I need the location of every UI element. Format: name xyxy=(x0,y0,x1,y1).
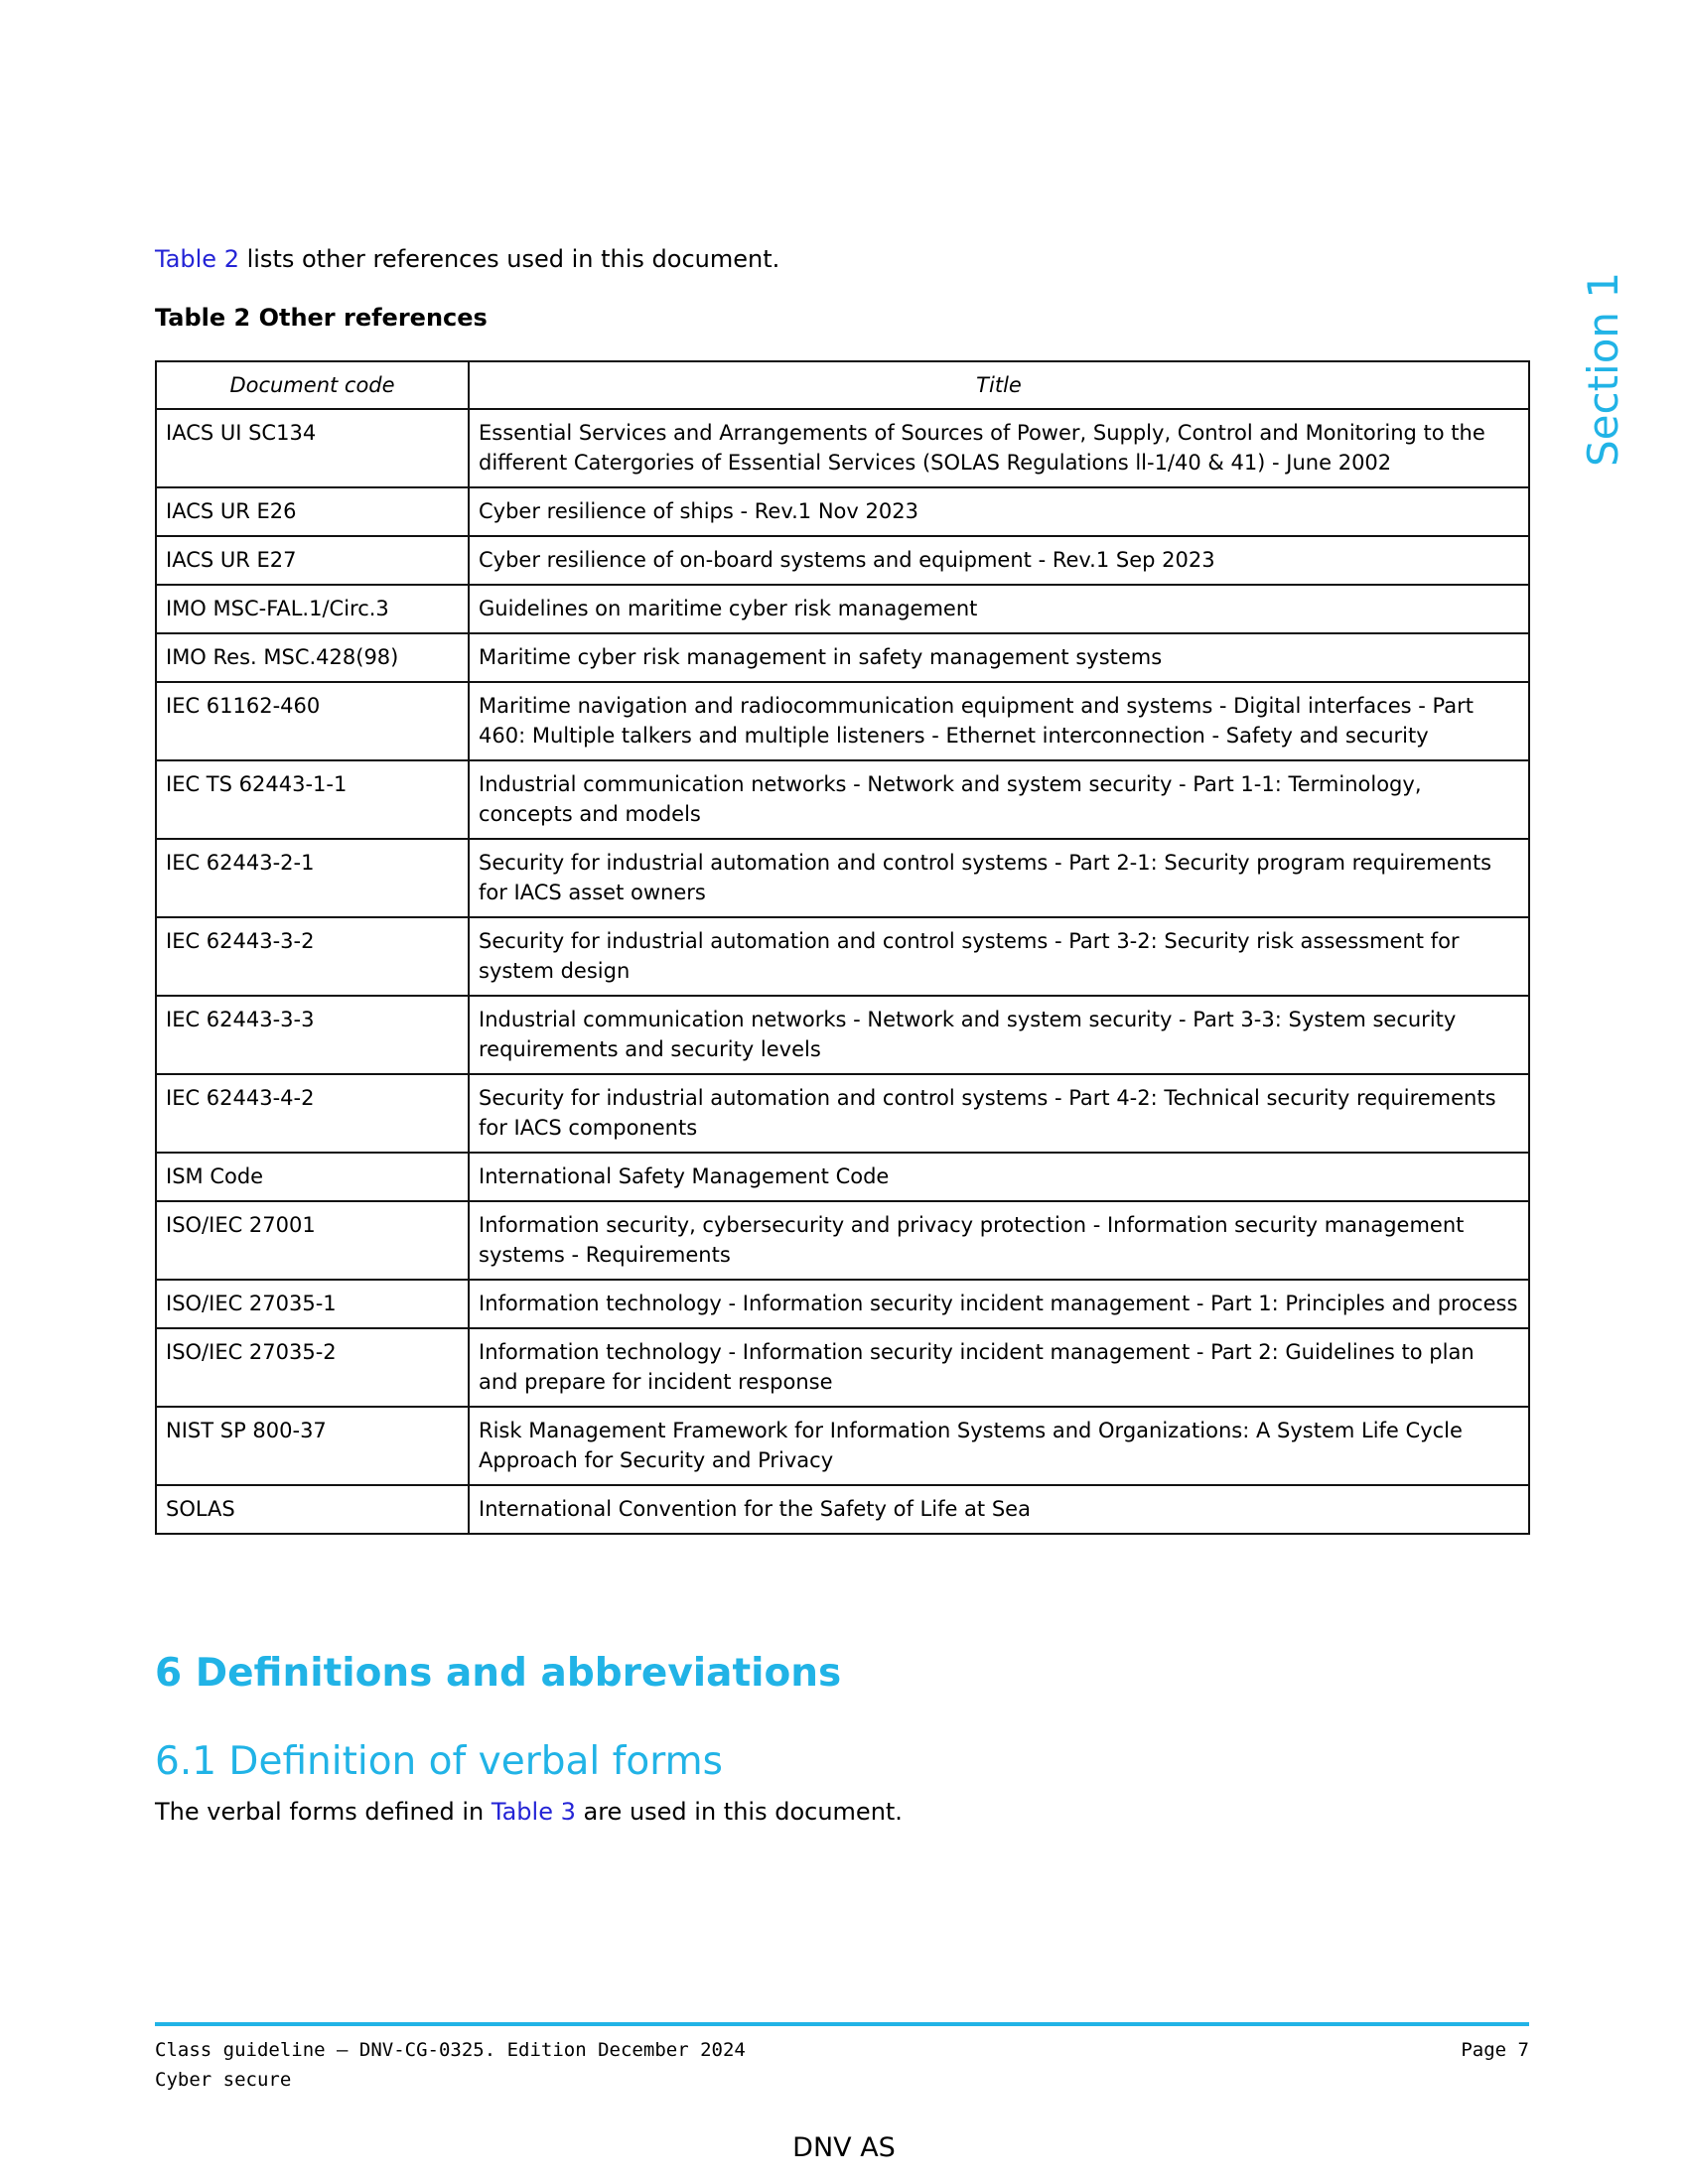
table-row xyxy=(156,1074,1529,1153)
cell-code: IMO MSC-FAL.1/Circ.3 xyxy=(156,585,469,633)
table-row xyxy=(156,1485,1529,1534)
cell-code: IACS UR E27 xyxy=(156,536,469,585)
cell-title: Risk Management Framework for Information Systems and Organizations: A System Life Cycle Approach for Security and Privacy xyxy=(469,1407,1529,1485)
cell-code: ISM Code xyxy=(156,1153,469,1201)
footer-left xyxy=(155,2035,746,2095)
intro-paragraph xyxy=(155,242,779,276)
footer-page-number: Page 7 xyxy=(1461,2039,1529,2061)
cell-code: IEC 61162-460 xyxy=(156,682,469,760)
table-row xyxy=(156,1328,1529,1407)
cell-title: Maritime navigation and radiocommunication equipment and systems - Digital interfaces - Part 460: Multiple talkers and multiple listeners - Ethernet interconnection - Safety and security xyxy=(469,682,1529,760)
cell-code: IACS UR E26 xyxy=(156,487,469,536)
cell-code: ISO/IEC 27035-1 xyxy=(156,1280,469,1328)
cell-code: ISO/IEC 27001 xyxy=(156,1201,469,1280)
cell-title: Security for industrial automation and control systems - Part 2-1: Security program requirements for IACS asset owners xyxy=(469,839,1529,917)
footer-rule xyxy=(155,2022,1529,2026)
company-name: DNV AS xyxy=(792,2132,896,2163)
cell-code: IEC 62443-4-2 xyxy=(156,1074,469,1153)
verbal-forms-paragraph xyxy=(155,1795,903,1829)
table-2-link[interactable]: Table 2 xyxy=(155,245,239,273)
cell-title: Security for industrial automation and control systems - Part 3-2: Security risk assessment for system design xyxy=(469,917,1529,996)
table-row xyxy=(156,409,1529,487)
table-caption: Table 2 Other references xyxy=(155,304,488,332)
table-row xyxy=(156,1280,1529,1328)
cell-title: Industrial communication networks - Network and system security - Part 3-3: System security requirements and security levels xyxy=(469,996,1529,1074)
cell-title: Information technology - Information security incident management - Part 2: Guidelines to plan and prepare for incident response xyxy=(469,1328,1529,1407)
table-3-link[interactable]: Table 3 xyxy=(491,1798,576,1826)
table-row xyxy=(156,996,1529,1074)
verbal-forms-text-before: The verbal forms defined in xyxy=(155,1798,492,1826)
table-row xyxy=(156,1201,1529,1280)
table-row xyxy=(156,585,1529,633)
cell-code: IEC 62443-3-3 xyxy=(156,996,469,1074)
cell-title: Essential Services and Arrangements of Sources of Power, Supply, Control and Monitoring to the different Catergories of Essential Services (SOLAS Regulations ll-1/40 & 41) - June 2002 xyxy=(469,409,1529,487)
table-row xyxy=(156,536,1529,585)
table-row xyxy=(156,682,1529,760)
footer-subtitle-line: Cyber secure xyxy=(155,2069,292,2091)
cell-title: Industrial communication networks - Network and system security - Part 1-1: Terminology, concepts and models xyxy=(469,760,1529,839)
table-row xyxy=(156,1407,1529,1485)
cell-code: IEC 62443-2-1 xyxy=(156,839,469,917)
cell-code: IACS UI SC134 xyxy=(156,409,469,487)
cell-code: SOLAS xyxy=(156,1485,469,1534)
cell-code: ISO/IEC 27035-2 xyxy=(156,1328,469,1407)
table-row xyxy=(156,839,1529,917)
intro-text: lists other references used in this document. xyxy=(238,245,780,273)
section-side-label xyxy=(1579,258,1628,467)
cell-title: Maritime cyber risk management in safety management systems xyxy=(469,633,1529,682)
footer-document-line: Class guideline — DNV-CG-0325. Edition December 2024 xyxy=(155,2039,746,2061)
heading-definitions-abbreviations: 6 Definitions and abbreviations xyxy=(155,1651,842,1696)
table-row xyxy=(156,633,1529,682)
table-row xyxy=(156,1153,1529,1201)
header-title: Title xyxy=(469,361,1529,409)
verbal-forms-text-after: are used in this document. xyxy=(575,1798,903,1826)
header-document-code: Document code xyxy=(156,361,469,409)
cell-title: Information security, cybersecurity and privacy protection - Information security management systems - Requirements xyxy=(469,1201,1529,1280)
table-row xyxy=(156,487,1529,536)
cell-title: Information technology - Information security incident management - Part 1: Principles and process xyxy=(469,1280,1529,1328)
table-row xyxy=(156,917,1529,996)
cell-title: Cyber resilience of on-board systems and equipment - Rev.1 Sep 2023 xyxy=(469,536,1529,585)
cell-title: International Safety Management Code xyxy=(469,1153,1529,1201)
cell-code: IEC TS 62443-1-1 xyxy=(156,760,469,839)
heading-definition-verbal-forms: 6.1 Definition of verbal forms xyxy=(155,1739,723,1784)
cell-code: NIST SP 800-37 xyxy=(156,1407,469,1485)
section-side-text: Section 1 xyxy=(1579,271,1627,467)
cell-code: IEC 62443-3-2 xyxy=(156,917,469,996)
cell-code: IMO Res. MSC.428(98) xyxy=(156,633,469,682)
other-references-table xyxy=(155,360,1530,1535)
table-header-row xyxy=(156,361,1529,409)
cell-title: International Convention for the Safety of Life at Sea xyxy=(469,1485,1529,1534)
cell-title: Guidelines on maritime cyber risk management xyxy=(469,585,1529,633)
table-row xyxy=(156,760,1529,839)
cell-title: Security for industrial automation and control systems - Part 4-2: Technical security requirements for IACS components xyxy=(469,1074,1529,1153)
cell-title: Cyber resilience of ships - Rev.1 Nov 2023 xyxy=(469,487,1529,536)
